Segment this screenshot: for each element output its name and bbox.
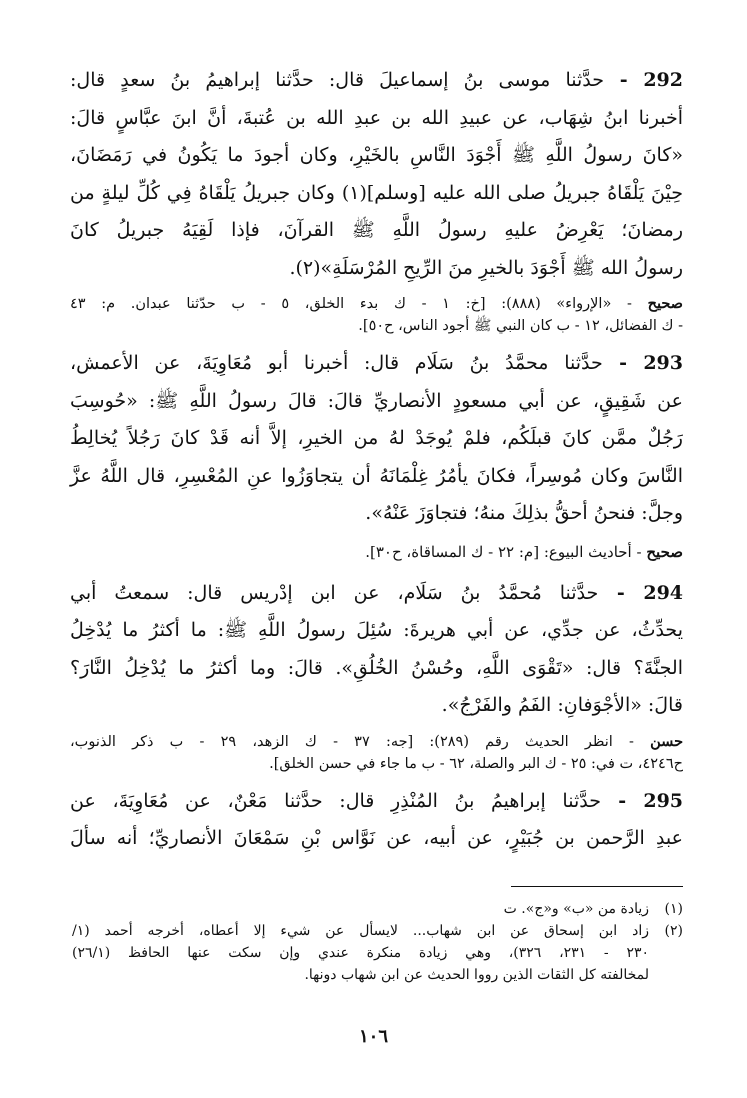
footnotes <box>72 898 683 986</box>
footnote-text <box>72 920 649 986</box>
page-number: ١٠٦ <box>358 1026 388 1047</box>
hadith-number: 295 <box>643 789 684 812</box>
grading-note-292 <box>70 293 683 337</box>
footnote-2 <box>72 920 683 986</box>
note-text: - انظر الحديث رقم (٢٨٩): [جه: ٣٧ - ك الزهد، ٢٩ - ب ذكر الذنوب، <box>70 733 634 750</box>
note-text: - أحاديث البيوع: [م: ٢٢ - ك المساقاة، ح٣٠]. <box>365 542 642 561</box>
hadith-292 <box>70 62 683 287</box>
hadith-text: حدَّثنا مُحمَّدُ بنُ سَلَام، عن ابن إدْريس قال: سمعتُ أبي <box>70 581 599 604</box>
grade-label: حسن <box>650 732 684 750</box>
hadith-293 <box>70 345 683 533</box>
footnote-1 <box>72 898 683 920</box>
grade-label: صحيح <box>646 542 683 561</box>
hadith-line: وجلَّ: فنحنُ أحقُّ بذلِكَ منهُ؛ فتجاوَزَ عَنْهُ». <box>365 502 683 524</box>
hadith-line <box>70 575 683 613</box>
number-dash: - <box>602 352 644 374</box>
note-text: - «الإرواء» (٨٨٨): [خ: ١ - ك بدء الخلق، ٥ - ب حدّثنا عبدان. م: ٤٣ <box>70 296 632 312</box>
grading-note-293 <box>70 539 683 565</box>
footnote-text <box>72 898 649 920</box>
hadith-number: 294 <box>643 581 684 604</box>
note-line: ح٤٢٤٦، ت في: ٢٥ - ك البر والصلة، ٦٢ - ب ما جاء في حسن الخلق]. <box>269 755 683 772</box>
hadith-line <box>70 345 683 383</box>
hadith-line: رمضانَ؛ يَعْرِضُ عليهِ رسولُ اللَّهِ ﷺ القرآنَ، فإذا لَقِيَهُ جبريلُ كانَ <box>70 219 683 241</box>
footnote-line: زاد ابن إسحاق عن ابن شهاب... لايسأل عن شيء إلا أعطاه، أخرجه أحمد (١/ <box>72 923 649 939</box>
hadith-number: 292 <box>643 69 683 91</box>
hadith-line: رسولُ الله ﷺ أَجْوَدَ بالخيرِ منَ الرِّيحِ المُرْسَلَةِ»(٢). <box>289 256 683 279</box>
hadith-line: أخبرنا ابنُ شِهَاب، عن عبيدِ الله بن عبدِ الله بن عُتبةَ، أنَّ ابنَ عبَّاسٍ قالَ: <box>70 106 683 129</box>
note-line: - ك الفضائل، ١٢ - ب كان النبي ﷺ أجود الناس، ح٥٠]. <box>358 318 683 334</box>
footnote-separator <box>511 886 683 887</box>
hadith-line: النَّاسَ وكان مُوسِراً، فكانَ يأمُرُ غِلْمَانَهُ أن يتجاوَزُوا عنِ المُعْسِرِ، قال اللَّهُ عزَّ <box>70 464 683 487</box>
hadith-line: رَجُلٌ ممَّن كانَ قبلَكُم، فلمْ يُوجَدْ لهُ من الخيرِ، إلاَّ أنه قَدْ كانَ رَجُلاً يُخالِطُ <box>70 427 683 449</box>
hadith-line: قالَ: «الأجْوَفانِ: الفَمُ والفَرْجُ». <box>441 694 683 716</box>
number-dash: - <box>600 789 644 812</box>
number-dash: - <box>604 69 644 91</box>
footnote-number: (٢) <box>664 923 683 939</box>
note-line <box>70 539 683 565</box>
hadith-number: 293 <box>643 352 683 374</box>
hadith-line: الجنَّةَ؟ قال: «تَقْوَى اللَّهِ، وحُسْنُ الخُلُقِ». قالَ: وما أكثرُ ما يُدْخِلُ النَّارَ؟ <box>70 656 683 679</box>
hadith-line: عن شَقِيقٍ، عن أبي مسعودٍ الأنصاريِّ قالَ: قالَ رسولُ اللَّهِ ﷺ: «حُوسِبَ <box>70 389 683 412</box>
footnote-line: لمخالفته كل الثقات الذين رووا الحديث عن ابن شهاب دونها. <box>304 967 649 983</box>
grade-label: صحيح <box>647 295 683 312</box>
hadith-text: حدَّثنا موسى بنُ إسماعيلَ قال: حدَّثنا إبراهيمُ بنُ سعدٍ قال: <box>70 69 604 91</box>
footnote-number: (١) <box>664 901 683 917</box>
grading-note-294 <box>70 731 683 775</box>
hadith-line <box>70 783 683 821</box>
hadith-text: حدَّثنا إبراهيمُ بنُ المُنْذِرِ قال: حدَّثنا مَعْنٌ، عن مُعَاوِيَةَ، عن <box>70 789 601 812</box>
hadith-text: حدَّثنا محمَّدُ بنُ سَلَام قال: أخبرنا أبو مُعَاوِيَةَ، عن الأعمش، <box>70 352 603 374</box>
hadith-line: حِيْنَ يَلْقَاهُ جبريلُ صلى الله عليه [وسلم](١) وكان جبريلُ يَلْقَاهُ فِي كُلِّ ليلةٍ من <box>70 181 684 204</box>
note-line <box>70 731 683 753</box>
hadith-294 <box>70 575 683 725</box>
number-dash: - <box>598 581 644 604</box>
footnote-line: زيادة من «ب» و«ج». ت <box>503 901 649 917</box>
footnote-line: ٢٣٠ - ٢٣١، ٣٢٦)، وهي زيادة منكرة عندي وإن سكت عنها الحافظ (٢٦/١) <box>72 945 649 961</box>
note-line <box>70 293 683 315</box>
hadith-line <box>70 62 683 100</box>
hadith-line: «كانَ رسولُ اللَّهِ ﷺ أَجْوَدَ النَّاسِ بالخَيْرِ، وكان أجودَ ما يَكُونُ في رَمَضَانَ، <box>70 144 683 166</box>
hadith-line: يحدِّثُ، عن جدِّي، عن أبي هريرةَ: سُئِلَ رسولُ اللَّهِ ﷺ: ما أكثرُ ما يُدْخِلُ <box>70 619 683 641</box>
hadith-295 <box>70 783 683 858</box>
hadith-line: عبدِ الرَّحمن بن جُبَيْرٍ، عن أبيه، عن نَوَّاس بْنِ سَمْعَانَ الأنصاريِّ؛ أنه سألَ <box>70 827 683 849</box>
